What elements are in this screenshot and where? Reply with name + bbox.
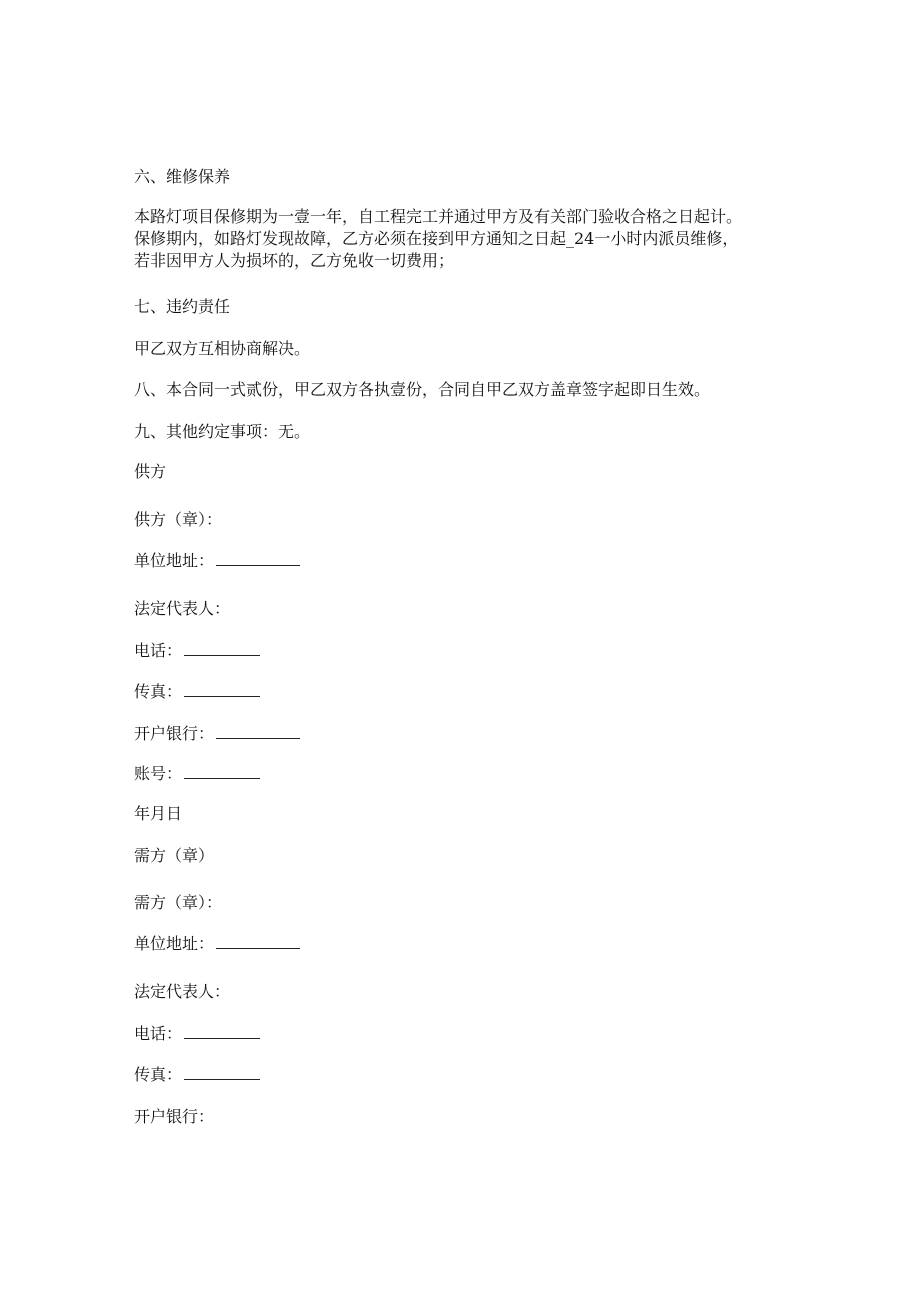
- section-6-body-line-2: 保修期内，如路灯发现故障，乙方必须在接到甲方通知之日起_24一小时内派员维修，: [134, 229, 739, 248]
- section-6-body-line-1: 本路灯项目保修期为一壹一年，自工程完工并通过甲方及有关部门验收合格之日起计。: [134, 207, 743, 226]
- supplier-fax-blank: [184, 682, 260, 697]
- supplier-fax: [134, 681, 260, 703]
- supplier-phone-label: 电话：: [134, 641, 183, 660]
- buyer-fax-label: 传真：: [134, 1065, 183, 1084]
- supplier-seal: 供方（章）：: [134, 510, 223, 529]
- buyer-bank: 开户银行：: [134, 1107, 215, 1126]
- section-9: 九、其他约定事项：无。: [134, 422, 311, 441]
- section-7-body: 甲乙双方互相协商解决。: [134, 339, 311, 358]
- supplier-phone: [134, 640, 260, 662]
- supplier-account: [134, 763, 260, 785]
- supplier-bank-blank: [216, 724, 300, 739]
- buyer-fax-blank: [184, 1065, 260, 1080]
- section-8: 八、本合同一式贰份，甲乙双方各执壹份，合同自甲乙双方盖章签字起即日生效。: [134, 380, 711, 399]
- section-7-heading: 七、违约责任: [134, 297, 231, 316]
- supplier-bank-label: 开户银行：: [134, 724, 215, 743]
- supplier-address-blank: [216, 551, 300, 566]
- supplier-bank: [134, 723, 300, 745]
- section-6-heading: 六、维修保养: [134, 167, 231, 186]
- buyer-legal-rep: 法定代表人：: [134, 982, 231, 1001]
- supplier-account-blank: [184, 764, 260, 779]
- supplier-phone-blank: [184, 641, 260, 656]
- supplier-account-label: 账号：: [134, 764, 183, 783]
- buyer-title: 需方（章）: [134, 846, 215, 865]
- buyer-phone: [134, 1023, 260, 1045]
- supplier-fax-label: 传真：: [134, 682, 183, 701]
- section-6-body-line-3: 若非因甲方人为损坏的，乙方免收一切费用；: [134, 251, 455, 270]
- buyer-fax: [134, 1064, 260, 1086]
- buyer-address-label: 单位地址：: [134, 934, 215, 953]
- section-6-body: [134, 206, 794, 272]
- buyer-phone-blank: [184, 1024, 260, 1039]
- supplier-address-label: 单位地址：: [134, 551, 215, 570]
- supplier-title: 供方: [134, 462, 167, 481]
- supplier-legal-rep: 法定代表人：: [134, 599, 231, 618]
- buyer-address-blank: [216, 934, 300, 949]
- buyer-seal: 需方（章）：: [134, 893, 223, 912]
- buyer-phone-label: 电话：: [134, 1024, 183, 1043]
- supplier-address: [134, 550, 300, 572]
- supplier-date: 年月日: [134, 804, 183, 823]
- buyer-address: [134, 933, 300, 955]
